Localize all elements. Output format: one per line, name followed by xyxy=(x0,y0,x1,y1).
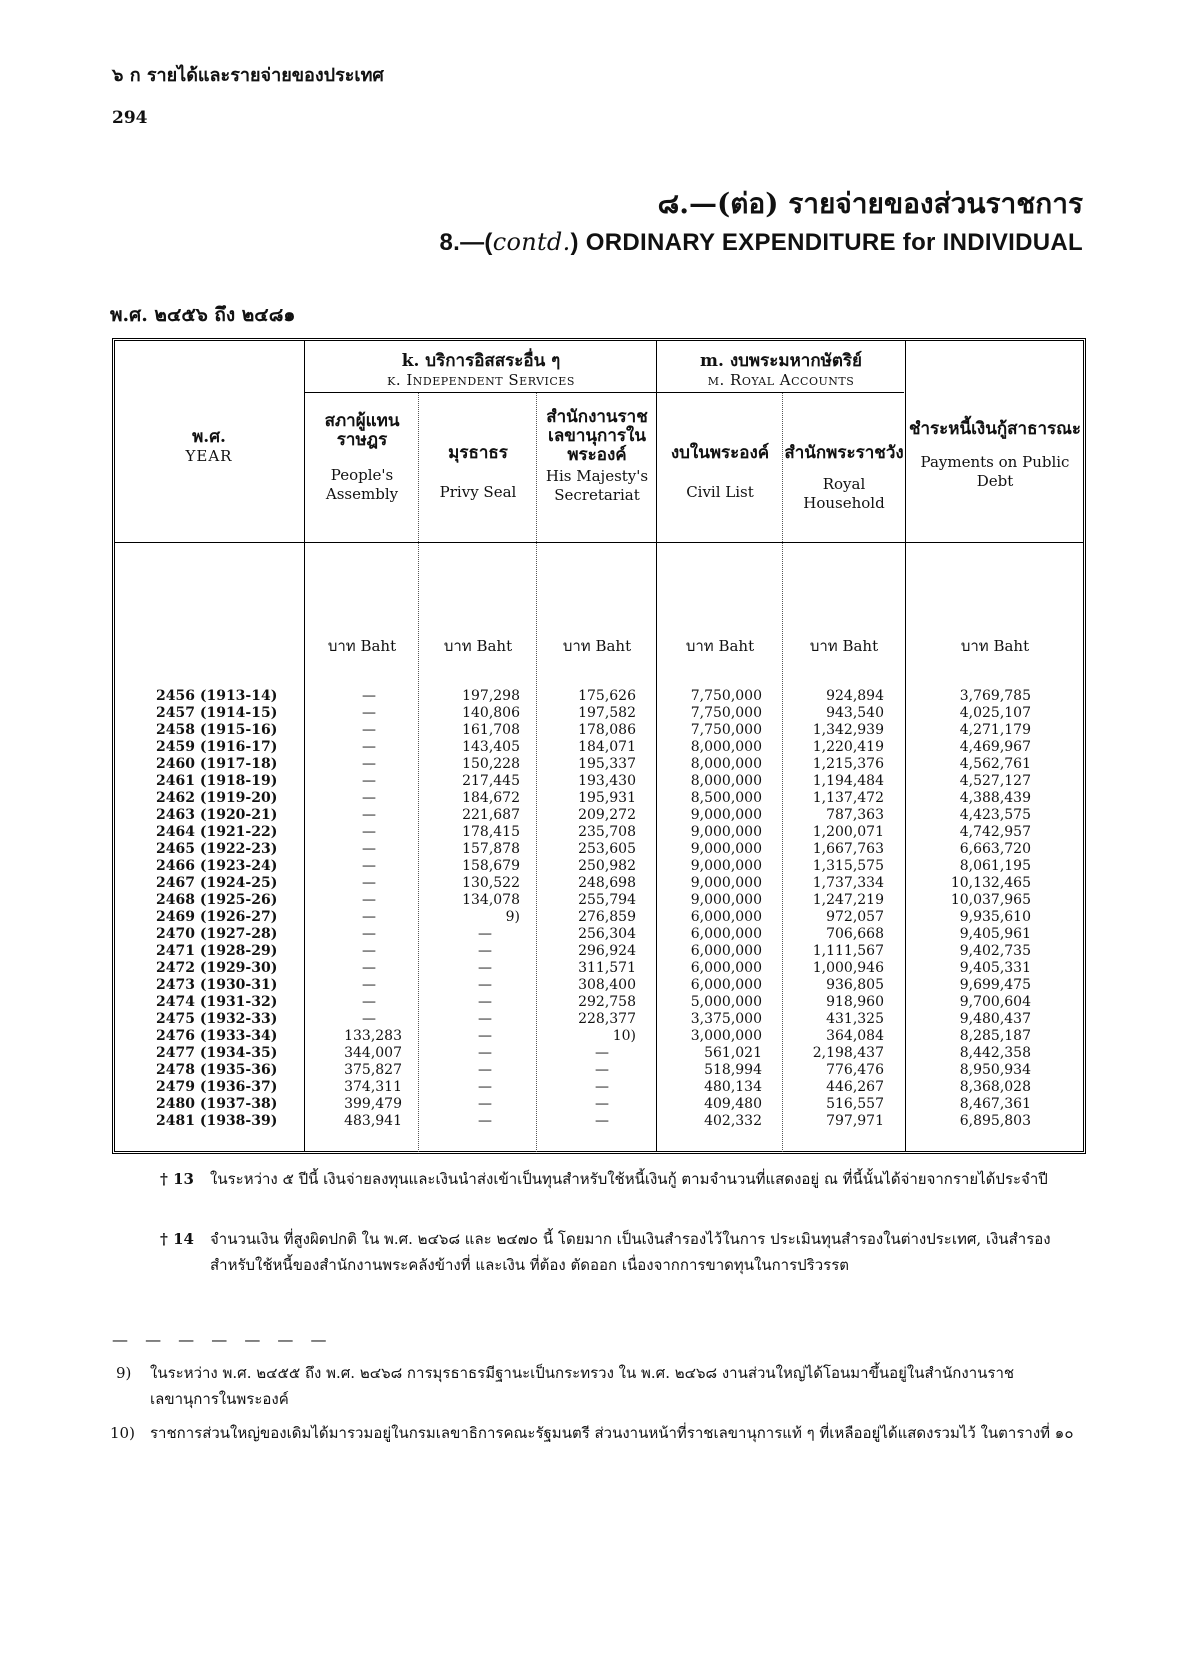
table-cell: — xyxy=(362,688,376,704)
title-en-contd: contd. xyxy=(492,228,571,256)
table-cell: 8,061,195 xyxy=(959,858,1031,874)
table-cell: 446,267 xyxy=(826,1079,884,1095)
row-year-cell: 2481 (1938-39) xyxy=(156,1113,278,1129)
table-cell: 197,298 xyxy=(462,688,520,704)
col-secretariat-heading xyxy=(538,408,656,505)
table-cell: 1,220,419 xyxy=(812,739,884,755)
table-cell: 10,037,965 xyxy=(950,892,1031,908)
table-cell: 9,699,475 xyxy=(959,977,1031,993)
row-year-cell: 2466 (1923-24) xyxy=(156,858,278,874)
row-year-cell: 2477 (1934-35) xyxy=(156,1045,278,1061)
table-cell: 1,667,763 xyxy=(812,841,884,857)
unit-label: บาท Baht xyxy=(685,637,755,655)
table-cell: 150,228 xyxy=(462,756,520,772)
table-cell: 276,859 xyxy=(578,909,636,925)
table-cell: 972,057 xyxy=(826,909,884,925)
table-cell: — xyxy=(478,1045,492,1061)
table-cell: 3,000,000 xyxy=(690,1028,762,1044)
table-cell: 143,405 xyxy=(462,739,520,755)
header-rule xyxy=(114,542,1084,543)
table-cell: 1,737,334 xyxy=(812,875,884,891)
title-thai: ๘.—(ต่อ) รายจ่ายของส่วนราชการ xyxy=(657,187,1083,220)
table-cell: — xyxy=(478,977,492,993)
table-cell: 133,283 xyxy=(344,1028,402,1044)
public-debt-column xyxy=(907,688,1031,1130)
table-cell: 9,000,000 xyxy=(690,892,762,908)
col-heading-thai: งบในพระองค์ xyxy=(670,443,770,463)
col-heading-thai: สำนักพระราชวัง xyxy=(784,443,904,463)
col-heading-english: Privy Seal xyxy=(439,483,517,501)
table-cell: — xyxy=(478,1028,492,1044)
table-cell: 483,941 xyxy=(344,1113,402,1129)
secretariat-column xyxy=(538,688,636,1130)
table-cell: 5,000,000 xyxy=(690,994,762,1010)
table-cell: 1,342,939 xyxy=(812,722,884,738)
table-cell: — xyxy=(362,841,376,857)
table-cell: — xyxy=(362,824,376,840)
row-year-cell: 2478 (1935-36) xyxy=(156,1062,278,1078)
col-heading-english: Payments on Public Debt xyxy=(920,453,1070,490)
table-cell: 9,405,961 xyxy=(959,926,1031,942)
row-year-cell: 2472 (1929-30) xyxy=(156,960,278,976)
table-cell: 776,476 xyxy=(826,1062,884,1078)
table-cell: 7,750,000 xyxy=(690,705,762,721)
table-cell: 518,994 xyxy=(704,1062,762,1078)
col-civil-list-heading xyxy=(658,444,782,502)
table-cell: — xyxy=(478,994,492,1010)
table-cell: — xyxy=(478,1062,492,1078)
table-cell: 235,708 xyxy=(578,824,636,840)
table-cell: 344,007 xyxy=(344,1045,402,1061)
table-cell: 399,479 xyxy=(344,1096,402,1112)
table-cell: — xyxy=(595,1096,609,1112)
table-cell: 308,400 xyxy=(578,977,636,993)
title-en-num: 8.—( xyxy=(439,229,493,256)
table-cell: 8,000,000 xyxy=(690,773,762,789)
col-heading-english: Civil List xyxy=(686,483,754,501)
note-mark: † 13 xyxy=(160,1170,194,1188)
col-royal-household-heading xyxy=(784,444,904,513)
footnote-separator: — — — — — — — xyxy=(112,1330,333,1349)
table-cell: 250,982 xyxy=(578,858,636,874)
footnote-text: ราชการส่วนใหญ่ของเดิมได้มารวมอยู่ในกรมเลขาธิการคณะรัฐมนตรี ส่วนงานหน้าที่ราชเลขานุการแท้ ๆ ที่เหลืออยู่ได้แสดงรวมไว้ ในตารางที่ ๑๐ xyxy=(150,1424,1074,1442)
table-cell: 157,878 xyxy=(462,841,520,857)
privy-seal-column xyxy=(420,688,520,1130)
table-cell: — xyxy=(595,1079,609,1095)
table-cell: 7,750,000 xyxy=(690,722,762,738)
table-cell: — xyxy=(362,960,376,976)
page-number: 294 xyxy=(112,108,148,128)
table-cell: 9,405,331 xyxy=(959,960,1031,976)
table-cell: — xyxy=(362,892,376,908)
table-cell: — xyxy=(362,943,376,959)
table-cell: 197,582 xyxy=(578,705,636,721)
group-k-heading xyxy=(306,352,656,390)
row-year-cell: 2475 (1932-33) xyxy=(156,1011,278,1027)
row-year-cell: 2473 (1930-31) xyxy=(156,977,278,993)
peoples-assembly-column xyxy=(306,688,402,1130)
note-text: ในระหว่าง ๕ ปีนี้ เงินจ่ายลงทุนและเงินนำส่งเข้าเป็นทุนสำหรับใช้หนี้เงินกู้ ตามจำนวนที่แสดงอยู่ ณ ที่นี้นั้นได้จ่ายจากรายได้ประจำปี xyxy=(210,1170,1048,1188)
table-cell: — xyxy=(362,756,376,772)
table-cell: 8,442,358 xyxy=(959,1045,1031,1061)
table-cell: 6,000,000 xyxy=(690,909,762,925)
table-cell: 6,000,000 xyxy=(690,943,762,959)
table-cell: 1,247,219 xyxy=(812,892,884,908)
table-cell: 943,540 xyxy=(826,705,884,721)
table-cell: 6,895,803 xyxy=(959,1113,1031,1129)
table-cell: 1,111,567 xyxy=(812,943,884,959)
table-cell: 184,672 xyxy=(462,790,520,806)
note-text: จำนวนเงิน ที่สูงผิดปกติ ใน พ.ศ. ๒๔๖๘ และ ๒๔๗๐ นี้ โดยมาก เป็นเงินสำรองไว้ในการ ประเมินทุนสำรองในต่างประเทศ, เงินสำรองสำหรับใช้หนี้ของสำนักงานพระคลังข้างที่ และเงิน ที่ต้อง ตัดออก เนื่องจากการขาดทุนในการปริวรรต xyxy=(210,1230,1051,1274)
table-cell: — xyxy=(362,705,376,721)
col-divider xyxy=(656,341,657,1151)
row-year-cell: 2479 (1936-37) xyxy=(156,1079,278,1095)
col-divider-dotted xyxy=(782,392,783,1152)
table-cell: 6,000,000 xyxy=(690,960,762,976)
table-cell: 8,000,000 xyxy=(690,739,762,755)
col-heading-english: People's Assembly xyxy=(325,466,399,503)
table-cell: 228,377 xyxy=(578,1011,636,1027)
royal-household-column xyxy=(784,688,884,1130)
table-cell: 4,562,761 xyxy=(959,756,1031,772)
group-m-english: m. Royal Accounts xyxy=(707,371,855,389)
title-en-rest: ) ORDINARY EXPENDITURE for INDIVIDUAL xyxy=(570,229,1083,256)
table-cell: 9,402,735 xyxy=(959,943,1031,959)
table-cell: 158,679 xyxy=(462,858,520,874)
table-cell: 561,021 xyxy=(704,1045,762,1061)
table-cell: 8,950,934 xyxy=(959,1062,1031,1078)
table-cell: — xyxy=(595,1113,609,1129)
table-cell: 7,750,000 xyxy=(690,688,762,704)
group-m-thai: m. งบพระมหากษัตริย์ xyxy=(700,351,862,371)
col-heading-english: His Majesty's Secretariat xyxy=(545,467,649,504)
table-cell: 1,315,575 xyxy=(812,858,884,874)
table-cell: 2,198,437 xyxy=(812,1045,884,1061)
table-cell: 480,134 xyxy=(704,1079,762,1095)
row-year-cell: 2459 (1916-17) xyxy=(156,739,278,755)
unit-label: บาท Baht xyxy=(960,637,1030,655)
table-cell: 402,332 xyxy=(704,1113,762,1129)
table-cell: 4,025,107 xyxy=(959,705,1031,721)
table-cell: 9,935,610 xyxy=(959,909,1031,925)
row-year-cell: 2457 (1914-15) xyxy=(156,705,278,721)
table-cell: 130,522 xyxy=(462,875,520,891)
table-cell: 4,271,179 xyxy=(959,722,1031,738)
table-cell: 217,445 xyxy=(462,773,520,789)
table-cell: 9,000,000 xyxy=(690,841,762,857)
table-cell: 311,571 xyxy=(578,960,636,976)
table-cell: 9,000,000 xyxy=(690,875,762,891)
table-cell: 924,894 xyxy=(826,688,884,704)
row-year-cell: 2460 (1917-18) xyxy=(156,756,278,772)
table-cell: — xyxy=(362,926,376,942)
table-cell: — xyxy=(362,977,376,993)
group-k-english: k. Independent Services xyxy=(387,371,575,389)
row-year-cell: 2468 (1925-26) xyxy=(156,892,278,908)
table-cell: 6,663,720 xyxy=(959,841,1031,857)
table-cell: — xyxy=(478,1079,492,1095)
footnote-mark: 9) xyxy=(116,1364,132,1382)
table-cell: 255,794 xyxy=(578,892,636,908)
footnote-mark: 10) xyxy=(110,1424,135,1442)
table-cell: 292,758 xyxy=(578,994,636,1010)
col-public-debt-heading xyxy=(907,420,1083,491)
row-year-cell: 2465 (1922-23) xyxy=(156,841,278,857)
table-cell: 193,430 xyxy=(578,773,636,789)
table-cell: 178,415 xyxy=(462,824,520,840)
col-heading-thai: สภาผู้แทนราษฎร xyxy=(324,411,400,450)
row-year-cell: 2456 (1913-14) xyxy=(156,688,278,704)
table-cell: 8,000,000 xyxy=(690,756,762,772)
table-cell: 8,368,028 xyxy=(959,1079,1031,1095)
table-cell: 9,480,437 xyxy=(959,1011,1031,1027)
table-cell: 175,626 xyxy=(578,688,636,704)
table-cell: 9) xyxy=(505,909,520,925)
table-cell: — xyxy=(362,994,376,1010)
row-year-cell: 2474 (1931-32) xyxy=(156,994,278,1010)
table-cell: 9,000,000 xyxy=(690,858,762,874)
year-heading-thai: พ.ศ. xyxy=(192,427,226,447)
table-cell: — xyxy=(478,943,492,959)
table-cell: 516,557 xyxy=(826,1096,884,1112)
table-cell: 9,000,000 xyxy=(690,807,762,823)
unit-label: บาท Baht xyxy=(809,637,879,655)
table-cell: 8,285,187 xyxy=(959,1028,1031,1044)
col-heading-thai: สำนักงานราชเลขานุการในพระองค์ xyxy=(546,407,648,465)
col-divider-dotted xyxy=(536,392,537,1152)
table-cell: 4,527,127 xyxy=(959,773,1031,789)
table-cell: 797,971 xyxy=(826,1113,884,1129)
table-cell: 1,000,946 xyxy=(812,960,884,976)
group-k-thai: k. บริการอิสสระอื่น ๆ xyxy=(401,351,561,371)
col-heading-english: Royal Household xyxy=(803,475,885,512)
col-heading-thai: มุรธาธร xyxy=(448,443,508,463)
note-mark: † 14 xyxy=(160,1230,194,1248)
col-divider xyxy=(905,341,906,1151)
col-divider-dotted xyxy=(418,392,419,1152)
period-label: พ.ศ. ๒๔๕๖ ถึง ๒๔๘๑ xyxy=(110,304,296,326)
table-cell: — xyxy=(362,807,376,823)
table-cell: — xyxy=(478,960,492,976)
table-cell: — xyxy=(362,739,376,755)
table-cell: 1,215,376 xyxy=(812,756,884,772)
table-cell: — xyxy=(478,1011,492,1027)
table-cell: 374,311 xyxy=(344,1079,402,1095)
row-year-cell: 2467 (1924-25) xyxy=(156,875,278,891)
table-cell: — xyxy=(362,875,376,891)
row-year-cell: 2471 (1928-29) xyxy=(156,943,278,959)
group-rule xyxy=(304,392,904,393)
table-cell: 1,200,071 xyxy=(812,824,884,840)
table-cell: 6,000,000 xyxy=(690,977,762,993)
table-cell: — xyxy=(362,909,376,925)
table-cell: 9,000,000 xyxy=(690,824,762,840)
table-cell: 184,071 xyxy=(578,739,636,755)
table-cell: 1,194,484 xyxy=(812,773,884,789)
table-cell: 3,375,000 xyxy=(690,1011,762,1027)
table-cell: 936,805 xyxy=(826,977,884,993)
table-cell: 134,078 xyxy=(462,892,520,908)
unit-label: บาท Baht xyxy=(562,637,632,655)
year-heading xyxy=(116,428,302,466)
unit-label: บาท Baht xyxy=(443,637,513,655)
row-year-cell: 2458 (1915-16) xyxy=(156,722,278,738)
table-cell: 8,500,000 xyxy=(690,790,762,806)
table-cell: 256,304 xyxy=(578,926,636,942)
table-cell: 1,137,472 xyxy=(812,790,884,806)
row-year-cell: 2469 (1926-27) xyxy=(156,909,278,925)
year-column xyxy=(156,688,306,1130)
table-cell: 3,769,785 xyxy=(959,688,1031,704)
col-privy-seal-heading xyxy=(420,444,536,502)
table-cell: 10,132,465 xyxy=(950,875,1031,891)
row-year-cell: 2480 (1937-38) xyxy=(156,1096,278,1112)
table-cell: 918,960 xyxy=(826,994,884,1010)
col-heading-thai: ชำระหนี้เงินกู้สาธารณะ xyxy=(908,419,1082,439)
table-cell: — xyxy=(362,790,376,806)
table-cell: 4,388,439 xyxy=(959,790,1031,806)
year-heading-english: YEAR xyxy=(185,447,233,465)
table-cell: — xyxy=(478,1096,492,1112)
table-cell: 296,924 xyxy=(578,943,636,959)
table-cell: — xyxy=(595,1045,609,1061)
table-cell: 4,423,575 xyxy=(959,807,1031,823)
table-cell: — xyxy=(595,1062,609,1078)
table-cell: 409,480 xyxy=(704,1096,762,1112)
table-cell: — xyxy=(362,858,376,874)
table-cell: 248,698 xyxy=(578,875,636,891)
footnote-text: ในระหว่าง พ.ศ. ๒๔๕๕ ถึง พ.ศ. ๒๔๖๘ การมุรธาธรมีฐานะเป็นกระทรวง ใน พ.ศ. ๒๔๖๘ งานส่วนใหญ่ได้โอนมาขึ้นอยู่ในสำนักงานราชเลขานุการในพระองค์ xyxy=(150,1364,1015,1408)
row-year-cell: 2464 (1921-22) xyxy=(156,824,278,840)
civil-list-column xyxy=(658,688,762,1130)
table-cell: 195,931 xyxy=(578,790,636,806)
table-cell: 195,337 xyxy=(578,756,636,772)
table-cell: 4,742,957 xyxy=(959,824,1031,840)
running-head: ๖ ก รายได้และรายจ่ายของประเทศ xyxy=(112,65,384,86)
title-english xyxy=(440,228,1083,257)
table-cell: 178,086 xyxy=(578,722,636,738)
row-year-cell: 2462 (1919-20) xyxy=(156,790,278,806)
table-cell: 209,272 xyxy=(578,807,636,823)
table-cell: 8,467,361 xyxy=(959,1096,1031,1112)
table-cell: 221,687 xyxy=(462,807,520,823)
table-cell: 10) xyxy=(612,1028,636,1044)
row-year-cell: 2476 (1933-34) xyxy=(156,1028,278,1044)
table-cell: 140,806 xyxy=(462,705,520,721)
col-peoples-assembly-heading xyxy=(306,412,418,504)
table-cell: 706,668 xyxy=(826,926,884,942)
table-cell: 161,708 xyxy=(462,722,520,738)
row-year-cell: 2470 (1927-28) xyxy=(156,926,278,942)
table-cell: — xyxy=(478,1113,492,1129)
group-m-heading xyxy=(658,352,904,390)
table-cell: 9,700,604 xyxy=(959,994,1031,1010)
table-cell: — xyxy=(362,773,376,789)
table-cell: 787,363 xyxy=(826,807,884,823)
table-cell: 6,000,000 xyxy=(690,926,762,942)
table-cell: 253,605 xyxy=(578,841,636,857)
table-cell: 364,084 xyxy=(826,1028,884,1044)
table-cell: — xyxy=(362,1011,376,1027)
table-cell: 375,827 xyxy=(344,1062,402,1078)
table-cell: — xyxy=(362,722,376,738)
table-cell: — xyxy=(478,926,492,942)
table-cell: 431,325 xyxy=(826,1011,884,1027)
row-year-cell: 2461 (1918-19) xyxy=(156,773,278,789)
table-cell: 4,469,967 xyxy=(959,739,1031,755)
unit-label: บาท Baht xyxy=(327,637,397,655)
row-year-cell: 2463 (1920-21) xyxy=(156,807,278,823)
